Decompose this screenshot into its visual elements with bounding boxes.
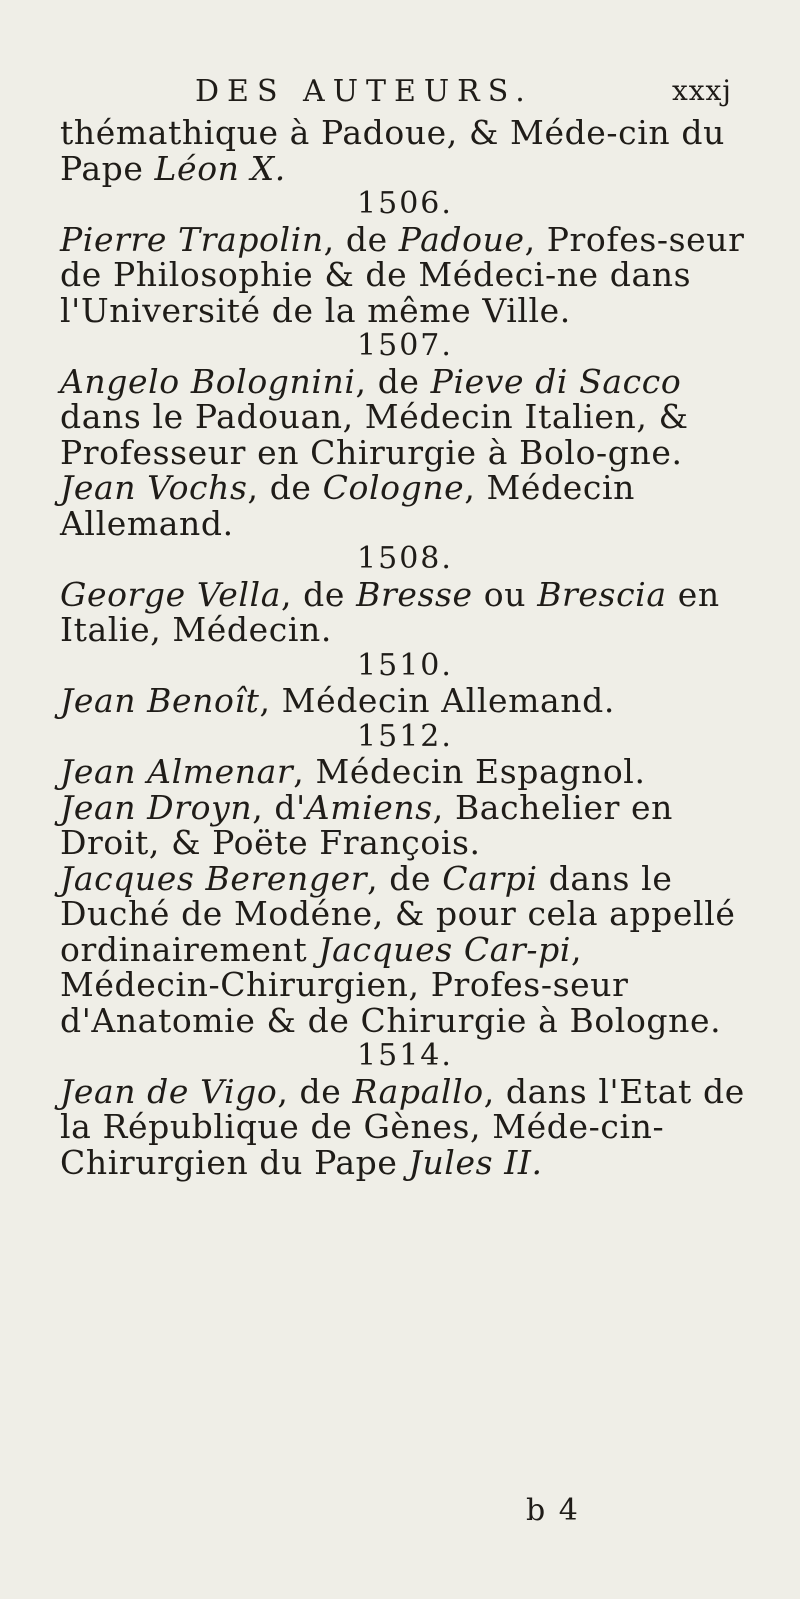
italic-name: George Vella: [60, 574, 281, 614]
entry-text: ou: [472, 574, 538, 614]
italic-name: Rapallo: [352, 1071, 484, 1111]
italic-name: Pieve di Sacco: [430, 361, 682, 401]
italic-name: Padoue: [398, 219, 525, 259]
italic-name: Pierre Trapolin: [60, 219, 324, 259]
author-entry: [60, 115, 750, 186]
entry-text: , de: [323, 219, 399, 259]
italic-name: Carpi: [442, 858, 538, 898]
italic-name: Angelo Bolognini: [60, 361, 356, 401]
italic-name: Léon X.: [154, 148, 286, 188]
page-body: [60, 115, 750, 1180]
entry-text: , Médecin Espagnol.: [293, 752, 646, 791]
author-entry: [60, 754, 750, 790]
italic-name: Jacques Car-pi: [318, 929, 571, 969]
italic-name: Jean de Vigo: [60, 1071, 278, 1111]
entry-text: , Médecin-Chirurgien, Profes-seur d'Anatomie & de Chirurgie à Bologne.: [60, 929, 722, 1040]
entry-text: en Italie, Médecin.: [60, 574, 720, 649]
entry-text: , Profes-seur de Philosophie & de Médeci-ne dans l'Université de la même Ville.: [60, 219, 745, 330]
author-entry: [60, 219, 750, 330]
author-entry: [60, 787, 750, 862]
author-entry: [60, 858, 750, 1040]
author-entry: [60, 470, 750, 541]
year-heading: 1507.: [357, 328, 453, 363]
year-heading: 1514.: [357, 1038, 453, 1073]
italic-name: Jacques Berenger: [60, 858, 368, 898]
page-number: xxxj: [671, 74, 732, 107]
year-heading: 1512.: [357, 718, 453, 754]
entry-text: , de: [355, 361, 431, 401]
entry-text: , Bachelier en Droit, & Poëte François.: [60, 787, 674, 862]
entry-text: , d': [252, 787, 306, 827]
italic-name: Jean Droyn: [60, 787, 253, 827]
year-heading: 1506.: [357, 186, 453, 221]
italic-name: Jean Vochs: [60, 468, 248, 507]
entry-text: dans le Duché de Modéne, & pour cela appellé ordinairement: [60, 858, 736, 969]
italic-name: Jules II.: [408, 1142, 543, 1182]
author-entry: [60, 683, 750, 719]
entry-text: , de: [247, 468, 323, 507]
author-entry: [60, 1071, 750, 1182]
italic-name: Amiens: [305, 787, 433, 827]
entry-text: , de: [281, 574, 357, 614]
page-header: [60, 74, 750, 114]
entry-text: , de: [277, 1071, 353, 1111]
entry-text: , Médecin Allemand.: [60, 468, 635, 543]
year-heading: 1510.: [357, 647, 453, 683]
entry-text: thémathique à Padoue, & Méde-cin du Pape: [60, 113, 725, 188]
signature-mark: b 4: [526, 1493, 580, 1528]
italic-name: Jean Benoît: [60, 681, 260, 720]
running-head: DES AUTEURS.: [195, 74, 533, 109]
italic-name: Jean Almenar: [60, 752, 294, 791]
italic-name: Bresse: [356, 574, 473, 614]
entry-text: , Médecin Allemand.: [259, 681, 615, 720]
year-heading: 1508.: [357, 541, 453, 576]
entry-text: , de: [367, 858, 443, 898]
author-entry: [60, 361, 750, 472]
entry-text: , dans l'Etat de la République de Gènes, Méde-cin-Chirurgien du Pape: [60, 1071, 745, 1182]
italic-name: Cologne: [322, 468, 465, 507]
author-entry: [60, 574, 750, 649]
italic-name: Brescia: [537, 574, 667, 614]
entry-text: dans le Padouan, Médecin Italien, & Professeur en Chirurgie à Bolo-gne.: [60, 397, 689, 472]
